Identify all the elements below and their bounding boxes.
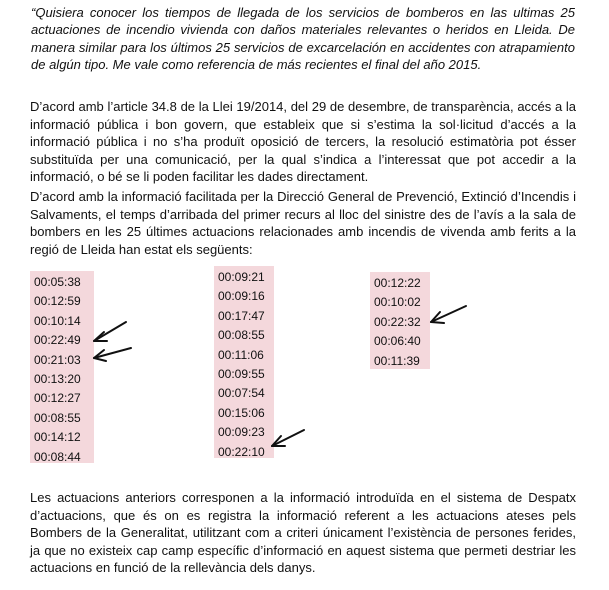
time-value: 00:07:54	[218, 386, 265, 401]
time-value: 00:09:21	[218, 270, 265, 284]
arrow-icon	[431, 306, 466, 323]
time-value: 00:22:10	[218, 444, 265, 459]
time-value: 00:08:55	[218, 328, 265, 343]
time-value: 00:08:44	[34, 449, 81, 464]
time-value: 00:11:39	[374, 353, 420, 368]
time-value: 00:11:06	[218, 347, 264, 362]
data-intro-paragraph: D’acord amb la informació facilitada per la Direcció General de Prevenció, Extinció d’Incendis i Salvaments, el temps d’arribada del primer recurs al lloc del sinistre des de l’avís a la sala de bombers en les 25 últimes actuacions relacionades amb incendis de vivenda amb ferits a la regió de Lleida han estat els següents:	[30, 189, 576, 257]
time-value: 00:09:55	[218, 367, 265, 382]
time-value: 00:09:23	[218, 425, 265, 440]
time-value: 00:05:38	[34, 275, 81, 289]
time-value: 00:17:47	[218, 308, 265, 323]
arrow-icon	[94, 348, 131, 361]
arrow-icon	[94, 322, 126, 341]
time-value: 00:10:14	[34, 313, 81, 328]
time-value: 00:08:55	[34, 410, 81, 425]
times-column-1	[30, 271, 94, 463]
time-value: 00:12:27	[34, 391, 81, 406]
legal-basis-paragraph: D’acord amb l’article 34.8 de la Llei 19/2014, del 29 de desembre, de transparència, accés a la informació pública i bon govern, que estableix que si s’estima la sol·licitud d’accés a la informació pública i no s’ha produït oposició de tercers, la resolució estimatòria pot ésser substituïda per una comunicació, per la qual s’indica a l’interessat que pot accedir a la informació, o bé se li poden facilitar les dades directament.	[30, 99, 576, 184]
time-value: 00:15:06	[218, 405, 265, 420]
request-quote: “Quisiera conocer los tiempos de llegada de los servicios de bomberos en las ultimas 25 actuaciones de incendio vivienda con daños materiales relevantes o heridos en Lleida. De manera similar para los últimos 25 servicios de excarcelación en accidentes con atrapamiento de algún tipo. Me vale como referencia de más recientes el final del año 2015.	[31, 5, 575, 73]
time-value: 00:12:22	[374, 276, 421, 290]
time-value: 00:12:59	[34, 294, 81, 309]
time-value: 00:09:16	[218, 289, 265, 304]
time-value: 00:22:49	[34, 333, 81, 348]
times-column-2	[214, 266, 274, 458]
time-value: 00:21:03	[34, 352, 81, 367]
times-column-3	[370, 272, 430, 369]
time-value: 00:10:02	[374, 295, 421, 310]
time-value: 00:13:20	[34, 372, 81, 387]
arrow-icon	[272, 430, 304, 446]
closing-paragraph: Les actuacions anteriors corresponen a la informació introduïda en el sistema de Despatx d’actuacions, que és on es registra la informació referent a les actuacions ateses pels Bombers de la Generalitat, utilitzant com a criteri únicament l’existència de persones ferides, ja que no existeix cap camp específic d’informació en aquest sistema que permeti destriar les actuacions en funció de la rellevància dels danys.	[30, 490, 576, 575]
time-value: 00:06:40	[374, 334, 421, 349]
time-value: 00:22:32	[374, 314, 421, 329]
time-value: 00:14:12	[34, 430, 81, 445]
